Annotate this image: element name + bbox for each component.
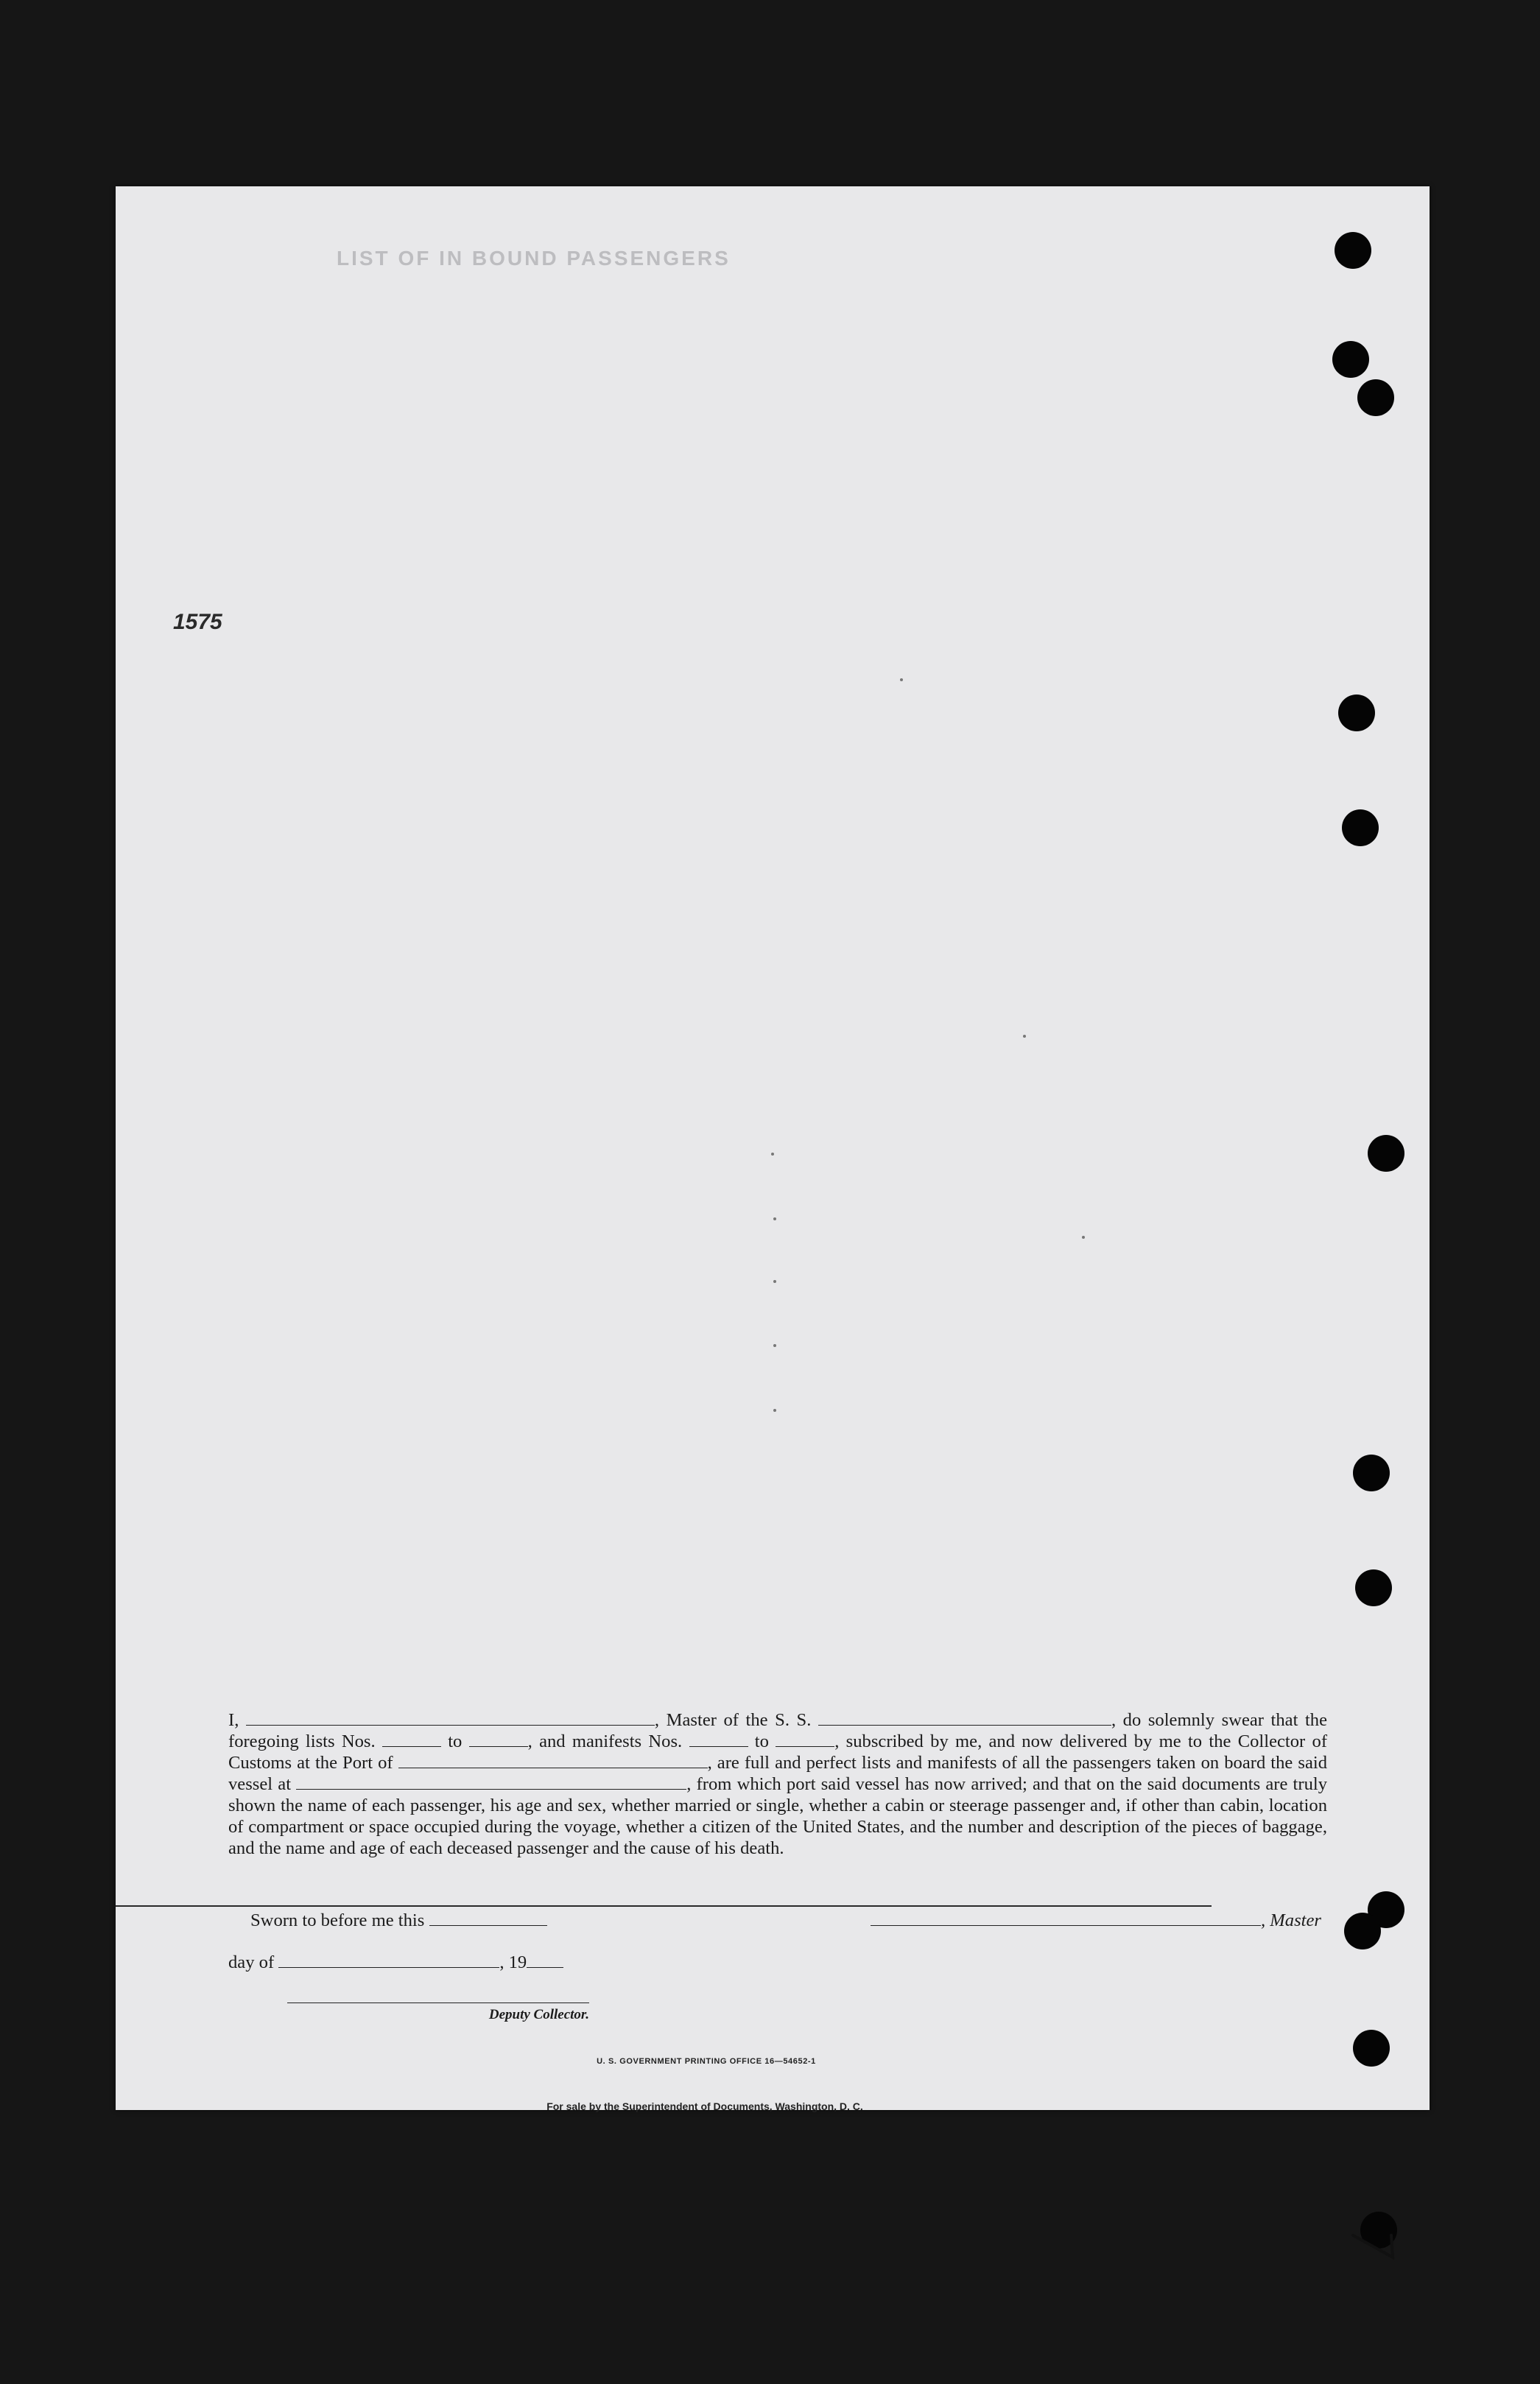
speck <box>773 1217 776 1220</box>
for-sale-notice: For sale by the Superintendent of Documents, Washington, D. C. <box>546 2100 863 2112</box>
oath-manifests-all: manifests of all the passengers taken on board the said vessel at <box>228 1753 1327 1794</box>
year-field[interactable] <box>527 1954 563 1968</box>
oath-to-1: to <box>448 1731 463 1751</box>
master-signature-row <box>871 1910 1321 1931</box>
handwritten-check-mark <box>1346 2226 1404 2271</box>
punch-hole <box>1335 232 1371 269</box>
speck <box>1082 1236 1085 1239</box>
punch-hole <box>1342 809 1379 846</box>
embarkation-port-field[interactable] <box>296 1776 686 1790</box>
oath-body: port said vessel has now arrived; and that on the said documents are truly shown the name of each passenger, his age and sex, whether married or single, whether a cabin or steerage passenger and, if other than cabin, location of compartment or space occupied during the voyage, whether a citizen of the United States, and the number and description of the pieces of baggage, and the name and age of each deceased passenger and the cause of his death. <box>228 1774 1328 1858</box>
oath-full-perfect: , are full and perfect lists and <box>707 1753 923 1773</box>
month-field[interactable] <box>278 1954 499 1968</box>
date-row <box>228 1952 563 1973</box>
oath-i: I, <box>228 1710 239 1730</box>
punch-hole <box>1368 1135 1404 1172</box>
manifests-to-field[interactable] <box>776 1733 834 1747</box>
printing-office-imprint: U. S. GOVERNMENT PRINTING OFFICE 16—54652-1 <box>597 2057 816 2066</box>
punch-hole <box>1338 695 1375 731</box>
speck <box>773 1409 776 1412</box>
document-page <box>116 186 1430 2110</box>
speck <box>771 1153 774 1156</box>
year-label: , 19 <box>499 1952 527 1972</box>
lists-from-field[interactable] <box>382 1733 441 1747</box>
sworn-day-field[interactable] <box>429 1912 547 1926</box>
oath-master-of-ss: , Master of the S. S. <box>654 1710 812 1730</box>
oath-and-manifests: , and manifests Nos. <box>527 1731 683 1751</box>
manifests-from-field[interactable] <box>689 1733 748 1747</box>
oath-swear-lists: swear that the foregoing lists Nos. <box>228 1710 1328 1751</box>
oath-subscribed: , subscribed by me, and now <box>834 1731 1053 1751</box>
oath-do-solemnly: , do solemnly <box>1111 1710 1215 1730</box>
oath-to-2: to <box>754 1731 769 1751</box>
master-name-field[interactable] <box>246 1712 655 1726</box>
port-field[interactable] <box>398 1754 708 1768</box>
punch-hole <box>1332 341 1369 378</box>
bleed-through-title: LIST OF IN BOUND PASSENGERS <box>337 247 731 270</box>
oath-from-which: , from which <box>686 1774 781 1794</box>
speck <box>773 1280 776 1283</box>
master-signature-field[interactable] <box>871 1912 1261 1926</box>
oath-delivered: delivered by me to the Collector of Customs at the Port of <box>228 1731 1328 1773</box>
punch-hole <box>1344 1913 1381 1949</box>
punch-hole <box>1353 1455 1390 1491</box>
speck <box>900 678 903 681</box>
deputy-collector-label: Deputy Collector. <box>488 2007 589 2022</box>
master-oath <box>228 1709 1327 1859</box>
stamp-number: 1575 <box>173 610 222 634</box>
master-label: , Master <box>1261 1910 1321 1930</box>
lists-to-field[interactable] <box>469 1733 528 1747</box>
speck <box>1023 1035 1026 1038</box>
footer-rule <box>116 1905 1212 1907</box>
sworn-row <box>250 1910 547 1931</box>
sworn-label: Sworn to before me this <box>250 1910 425 1930</box>
day-of-label: day of <box>228 1952 275 1972</box>
punch-hole <box>1355 1569 1392 1606</box>
ship-name-field[interactable] <box>818 1712 1111 1726</box>
speck <box>773 1344 776 1347</box>
punch-hole <box>1357 379 1394 416</box>
